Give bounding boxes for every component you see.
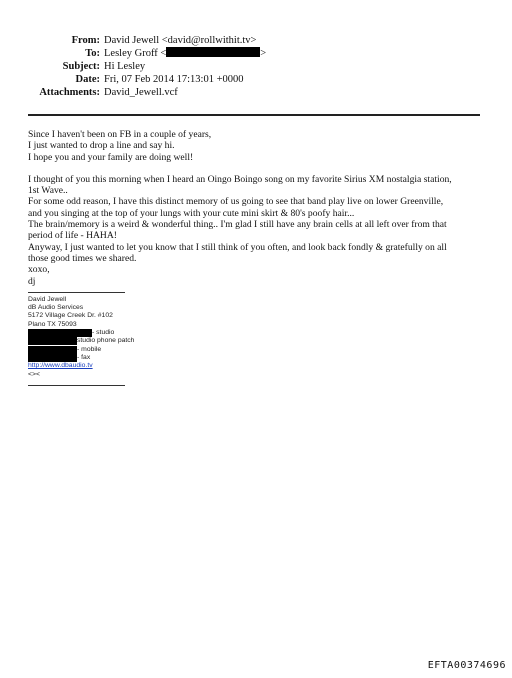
redaction-box	[28, 337, 77, 345]
to-value-suffix: >	[260, 48, 267, 59]
signature-address-line: 5172 Village Creek Dr. #102	[28, 312, 113, 320]
redaction-box	[28, 329, 92, 337]
subject-row	[0, 60, 512, 73]
body-line: I hope you and your family are doing well!	[28, 151, 194, 163]
signature-mark: <><	[28, 370, 40, 378]
phone-label: - studio	[92, 329, 115, 337]
signature-block	[28, 296, 494, 379]
body-line: For some odd reason, I have this distinct memory of us going to see that band play live on lower Greenville,	[28, 196, 444, 208]
signature-end-divider	[28, 385, 125, 386]
paragraph-gap	[28, 163, 494, 174]
body-line: I thought of you this morning when I heard an Oingo Boingo song on my favorite Sirius XM nostalgia station,	[28, 173, 452, 185]
phone-row	[28, 354, 494, 362]
from-value: David Jewell <david@rollwithit.tv>	[104, 35, 257, 46]
phone-label: - mobile	[77, 345, 102, 353]
body-line: Anyway, I just wanted to let you know that I still think of you often, and look back fondly & gratefully on all	[28, 241, 447, 253]
signature-name: David Jewell	[28, 295, 67, 303]
attachments-row	[0, 86, 512, 99]
signature-address-line: Plano TX 75093	[28, 320, 77, 328]
email-body	[28, 129, 494, 389]
date-value: Fri, 07 Feb 2014 17:13:01 +0000	[104, 74, 244, 85]
body-line: those good times we shared.	[28, 252, 137, 264]
attachments-value: David_Jewell.vcf	[104, 87, 178, 98]
date-row	[0, 73, 512, 86]
from-row	[0, 34, 512, 47]
date-label: Date:	[75, 74, 100, 85]
phone-row	[28, 329, 494, 337]
body-line: and you singing at the top of your lungs with your cute mini skirt & 80's poofy hair...	[28, 207, 355, 219]
to-value	[104, 47, 266, 60]
body-line: The brain/memory is a weird & wonderful thing.. I'm glad I still have any brain cells at all left over from that	[28, 219, 447, 231]
redaction-box	[28, 354, 77, 362]
body-line: dj	[28, 275, 36, 287]
body-line: I just wanted to drop a line and say hi.	[28, 140, 175, 152]
redaction-box	[28, 346, 77, 354]
document-id: EFTA00374696	[427, 660, 506, 671]
signature-company: dB Audio Services	[28, 304, 84, 312]
body-line: Since I haven't been on FB in a couple of years,	[28, 129, 212, 140]
phone-label: - fax	[77, 353, 91, 361]
phone-row	[28, 346, 494, 354]
subject-value: Hi Lesley	[104, 61, 146, 72]
redaction-box	[166, 47, 260, 57]
body-line: period of life - HAHA!	[28, 230, 117, 242]
to-value-prefix: Lesley Groff <	[104, 48, 167, 59]
website-link[interactable]: http://www.dbaudio.tv	[28, 362, 93, 370]
to-row	[0, 47, 512, 60]
phone-row	[28, 337, 494, 345]
from-label: From:	[71, 35, 100, 46]
header-divider	[28, 114, 480, 116]
body-line: xoxo,	[28, 264, 50, 276]
signature-divider	[28, 292, 125, 293]
subject-label: Subject:	[62, 61, 100, 72]
phone-label: studio phone patch	[77, 337, 135, 345]
to-label: To:	[85, 48, 100, 59]
body-line: 1st Wave..	[28, 185, 68, 197]
email-header	[0, 34, 512, 99]
attachments-label: Attachments:	[39, 87, 100, 98]
